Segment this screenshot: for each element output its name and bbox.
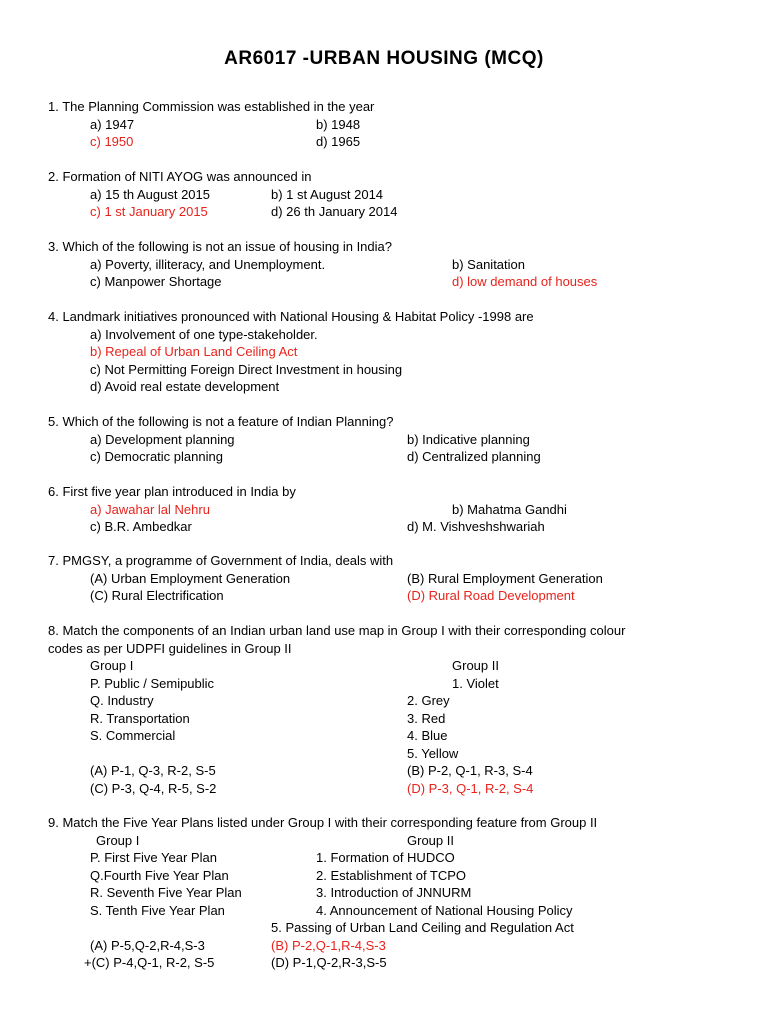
option-5a: a) Development planning xyxy=(90,431,235,447)
question-7 xyxy=(0,552,768,605)
option-1c-answer: c) 1950 xyxy=(90,134,134,149)
option-4c: c) Not Permitting Foreign Direct Investment in housing xyxy=(90,361,403,377)
option-1b: b) 1948 xyxy=(316,116,361,132)
q9-group2-item: 4. Announcement of National Housing Policy xyxy=(316,902,573,918)
option-9d: (D) P-1,Q-2,R-3,S-5 xyxy=(271,955,387,970)
question-6-stem: 6. First five year plan introduced in India by xyxy=(48,484,296,499)
option-8c: (C) P-3, Q-4, R-5, S-2 xyxy=(90,780,217,796)
question-1-stem: 1. The Planning Commission was established in the year xyxy=(48,99,375,114)
q9-group2-item: 1. Formation of HUDCO xyxy=(316,850,455,865)
q9-group1-item: Q.Fourth Five Year Plan xyxy=(90,867,229,883)
question-8-stem-line1: 8. Match the components of an Indian urban land use map in Group I with their corresponding colour xyxy=(48,623,626,638)
question-5-stem: 5. Which of the following is not a feature of Indian Planning? xyxy=(48,414,394,429)
question-5 xyxy=(0,413,768,466)
option-2d: d) 26 th January 2014 xyxy=(271,204,398,219)
option-7a: (A) Urban Employment Generation xyxy=(90,570,291,586)
question-3 xyxy=(0,238,768,291)
option-1a: a) 1947 xyxy=(90,116,135,132)
q8-group1-item: R. Transportation xyxy=(90,710,190,726)
q8-group2-item: 1. Violet xyxy=(452,675,499,691)
q9-group2-item: 3. Introduction of JNNURM xyxy=(316,885,472,900)
option-6c: c) B.R. Ambedkar xyxy=(90,519,192,534)
option-4a: a) Involvement of one type-stakeholder. xyxy=(90,326,318,342)
option-3a: a) Poverty, illiteracy, and Unemployment. xyxy=(90,256,326,272)
q9-group2-item: 2. Establishment of TCPO xyxy=(316,867,467,883)
option-5b: b) Indicative planning xyxy=(407,431,530,447)
q9-group1-item: S. Tenth Five Year Plan xyxy=(90,902,225,918)
option-4b-answer: b) Repeal of Urban Land Ceiling Act xyxy=(90,344,298,359)
option-9a: (A) P-5,Q-2,R-4,S-3 xyxy=(90,937,205,953)
q8-group2-item: 3. Red xyxy=(407,710,446,726)
question-8 xyxy=(0,622,768,797)
q9-group1-heading: Group I xyxy=(96,832,140,848)
option-8a: (A) P-1, Q-3, R-2, S-5 xyxy=(90,763,216,778)
q8-group2-item: 5. Yellow xyxy=(407,745,459,761)
q9-group2-item: 5. Passing of Urban Land Ceiling and Regulation Act xyxy=(271,920,574,935)
q8-group1-heading: Group I xyxy=(90,658,134,673)
option-6a-answer: a) Jawahar lal Nehru xyxy=(90,501,210,517)
option-8b: (B) P-2, Q-1, R-3, S-4 xyxy=(407,763,533,778)
q9-group1-item: P. First Five Year Plan xyxy=(90,850,217,865)
option-2a: a) 15 th August 2015 xyxy=(90,186,210,202)
question-8-stem-line2: codes as per UDPFI guidelines in Group II xyxy=(48,640,292,656)
question-2 xyxy=(0,168,768,221)
option-5c: c) Democratic planning xyxy=(90,449,223,464)
question-4-stem: 4. Landmark initiatives pronounced with National Housing & Habitat Policy -1998 are xyxy=(48,309,534,324)
option-8d-answer: (D) P-3, Q-1, R-2, S-4 xyxy=(407,780,534,796)
q8-group1-item: P. Public / Semipublic xyxy=(90,675,215,691)
q8-group2-item: 2. Grey xyxy=(407,693,450,708)
option-7c: (C) Rural Electrification xyxy=(90,588,224,603)
option-6b: b) Mahatma Gandhi xyxy=(452,501,567,517)
question-9 xyxy=(0,814,768,972)
q8-group2-heading: Group II xyxy=(452,658,499,673)
question-4 xyxy=(0,308,768,396)
option-9b-answer: (B) P-2,Q-1,R-4,S-3 xyxy=(271,937,386,953)
question-2-stem: 2. Formation of NITI AYOG was announced in xyxy=(48,169,312,184)
question-6 xyxy=(0,483,768,536)
question-1 xyxy=(0,98,768,151)
option-5d: d) Centralized planning xyxy=(407,449,541,464)
option-7d-answer: (D) Rural Road Development xyxy=(407,588,575,603)
question-9-stem: 9. Match the Five Year Plans listed under Group I with their corresponding feature from Group II xyxy=(48,815,598,830)
q8-group1-item: S. Commercial xyxy=(90,728,176,743)
option-1d: d) 1965 xyxy=(316,134,361,149)
option-4d: d) Avoid real estate development xyxy=(90,379,280,394)
option-2c-answer: c) 1 st January 2015 xyxy=(90,204,208,219)
q8-group1-item: Q. Industry xyxy=(90,693,154,708)
document-title: AR6017 -URBAN HOUSING (MCQ) xyxy=(224,48,544,69)
question-3-stem: 3. Which of the following is not an issue of housing in India? xyxy=(48,239,392,254)
question-7-stem: 7. PMGSY, a programme of Government of India, deals with xyxy=(48,553,394,568)
option-7b: (B) Rural Employment Generation xyxy=(407,570,603,586)
option-6d: d) M. Vishveshshwariah xyxy=(407,519,545,534)
option-3b: b) Sanitation xyxy=(452,256,525,272)
q9-group2-heading: Group II xyxy=(407,832,454,848)
option-9c: +(C) P-4,Q-1, R-2, S-5 xyxy=(84,955,215,970)
q9-group1-item: R. Seventh Five Year Plan xyxy=(90,885,242,900)
option-3d-answer: d) low demand of houses xyxy=(452,274,598,289)
option-3c: c) Manpower Shortage xyxy=(90,274,222,289)
q8-group2-item: 4. Blue xyxy=(407,728,448,743)
option-2b: b) 1 st August 2014 xyxy=(271,186,384,202)
